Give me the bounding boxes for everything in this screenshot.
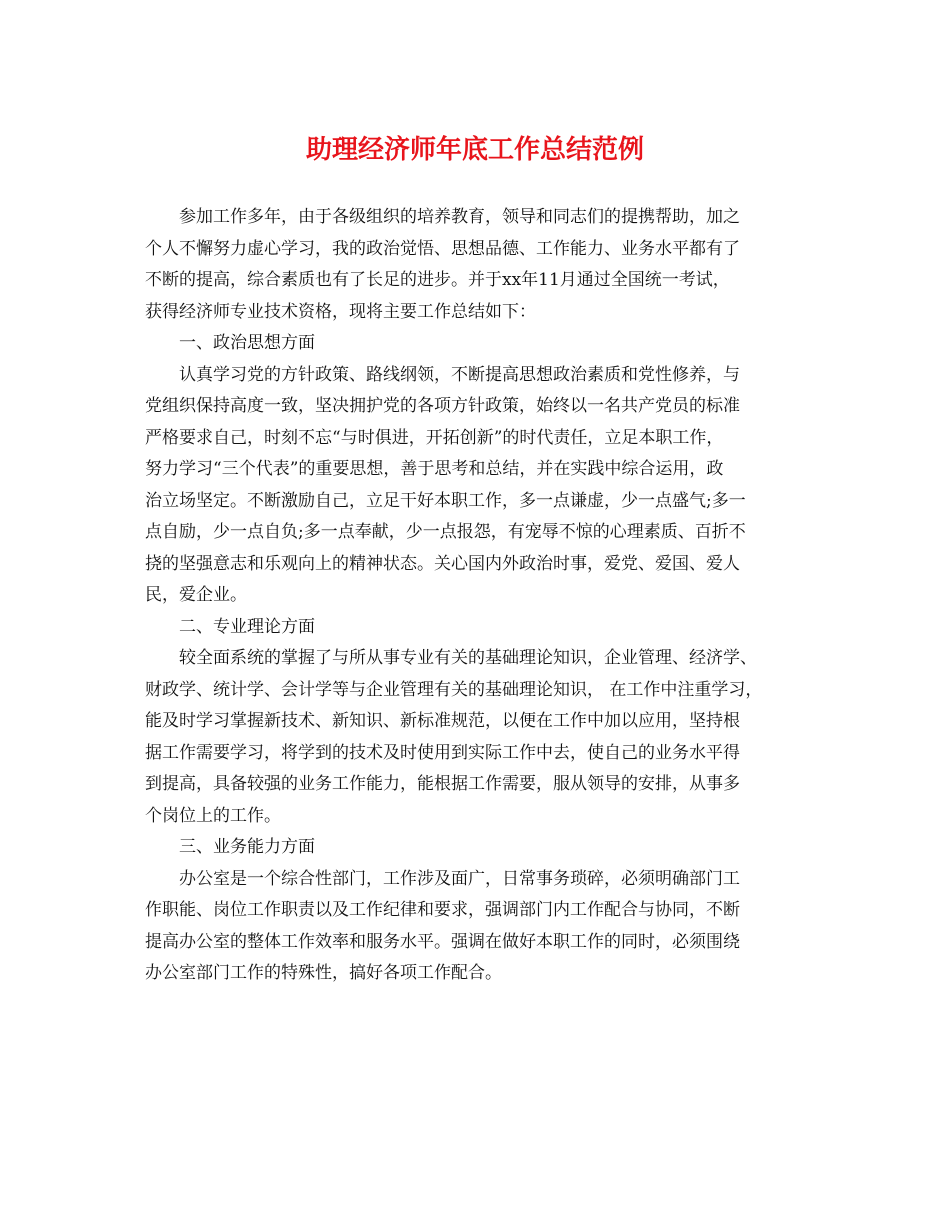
paragraph-line: 治立场坚定。不断激励自己，立足干好本职工作，多一点谦虚，少一点盛气;多一: [145, 490, 746, 511]
paragraph-line: 挠的坚强意志和乐观向上的精神状态。关心国内外政治时事，爱党、爱国、爱人: [145, 553, 740, 574]
paragraph-line: 点自励，少一点自负;多一点奉献，少一点报怨，有宠辱不惊的心理素质、百折不: [145, 522, 746, 542]
paragraph-line: 党组织保持高度一致，坚决拥护党的各项方针政策，始终以一名共产党员的标准: [145, 396, 740, 416]
document-body: [145, 202, 825, 990]
paragraph-line: 参加工作多年，由于各级组织的培养教育，领导和同志们的提携帮助，加之: [179, 207, 740, 227]
paragraph-line: 获得经济师专业技术资格，现将主要工作总结如下：: [145, 301, 536, 322]
paragraph-line: 民，爱企业。: [145, 585, 247, 605]
paragraph-line: 努力学习“三个代表”的重要思想，善于思考和总结，并在实践中综合运用，政: [145, 459, 724, 479]
paragraph-line: 一、政治思想方面: [179, 333, 315, 353]
paragraph-line: 不断的提高，综合素质也有了长足的进步。并于xx年11月通过全国统一考试，: [145, 270, 730, 290]
paragraph-line: 三、业务能力方面: [179, 837, 315, 857]
paragraph-line: 能及时学习掌握新技术、新知识、新标准规范，以便在工作中加以应用，坚持根: [145, 711, 740, 731]
paragraph-line: 提高办公室的整体工作效率和服务水平。强调在做好本职工作的同时，必须围绕: [145, 931, 740, 952]
paragraph-line: 据工作需要学习，将学到的技术及时使用到实际工作中去，使自己的业务水平得: [145, 742, 740, 763]
paragraph-line: 财政学、统计学、会计学等与企业管理有关的基础理论知识， 在工作中注重学习，: [145, 679, 763, 700]
paragraph-line: 认真学习党的方针政策、路线纲领，不断提高思想政治素质和党性修养，与: [179, 364, 740, 385]
paragraph-line: 个岗位上的工作。: [145, 805, 281, 826]
paragraph-line: 二、专业理论方面: [179, 616, 315, 637]
paragraph-line: 较全面系统的掌握了与所从事专业有关的基础理论知识，企业管理、经济学、: [179, 648, 757, 668]
paragraph-line: 个人不懈努力虚心学习，我的政治觉悟、思想品德、工作能力、业务水平都有了: [145, 238, 740, 259]
paragraph-line: 作职能、岗位工作职责以及工作纪律和要求，强调部门内工作配合与协同，不断: [145, 900, 740, 920]
paragraph-line: 严格要求自己，时刻不忘“与时俱进，开拓创新”的时代责任，立足本职工作，: [145, 427, 724, 448]
paragraph-line: 办公室是一个综合性部门，工作涉及面广，日常事务琐碎，必须明确部门工: [179, 868, 740, 889]
document-title: 助理经济师年底工作总结范例: [305, 135, 644, 165]
paragraph-line: 到提高，具备较强的业务工作能力，能根据工作需要，服从领导的安排，从事多: [145, 774, 740, 794]
paragraph-line: 办公室部门工作的特殊性，搞好各项工作配合。: [145, 963, 502, 983]
